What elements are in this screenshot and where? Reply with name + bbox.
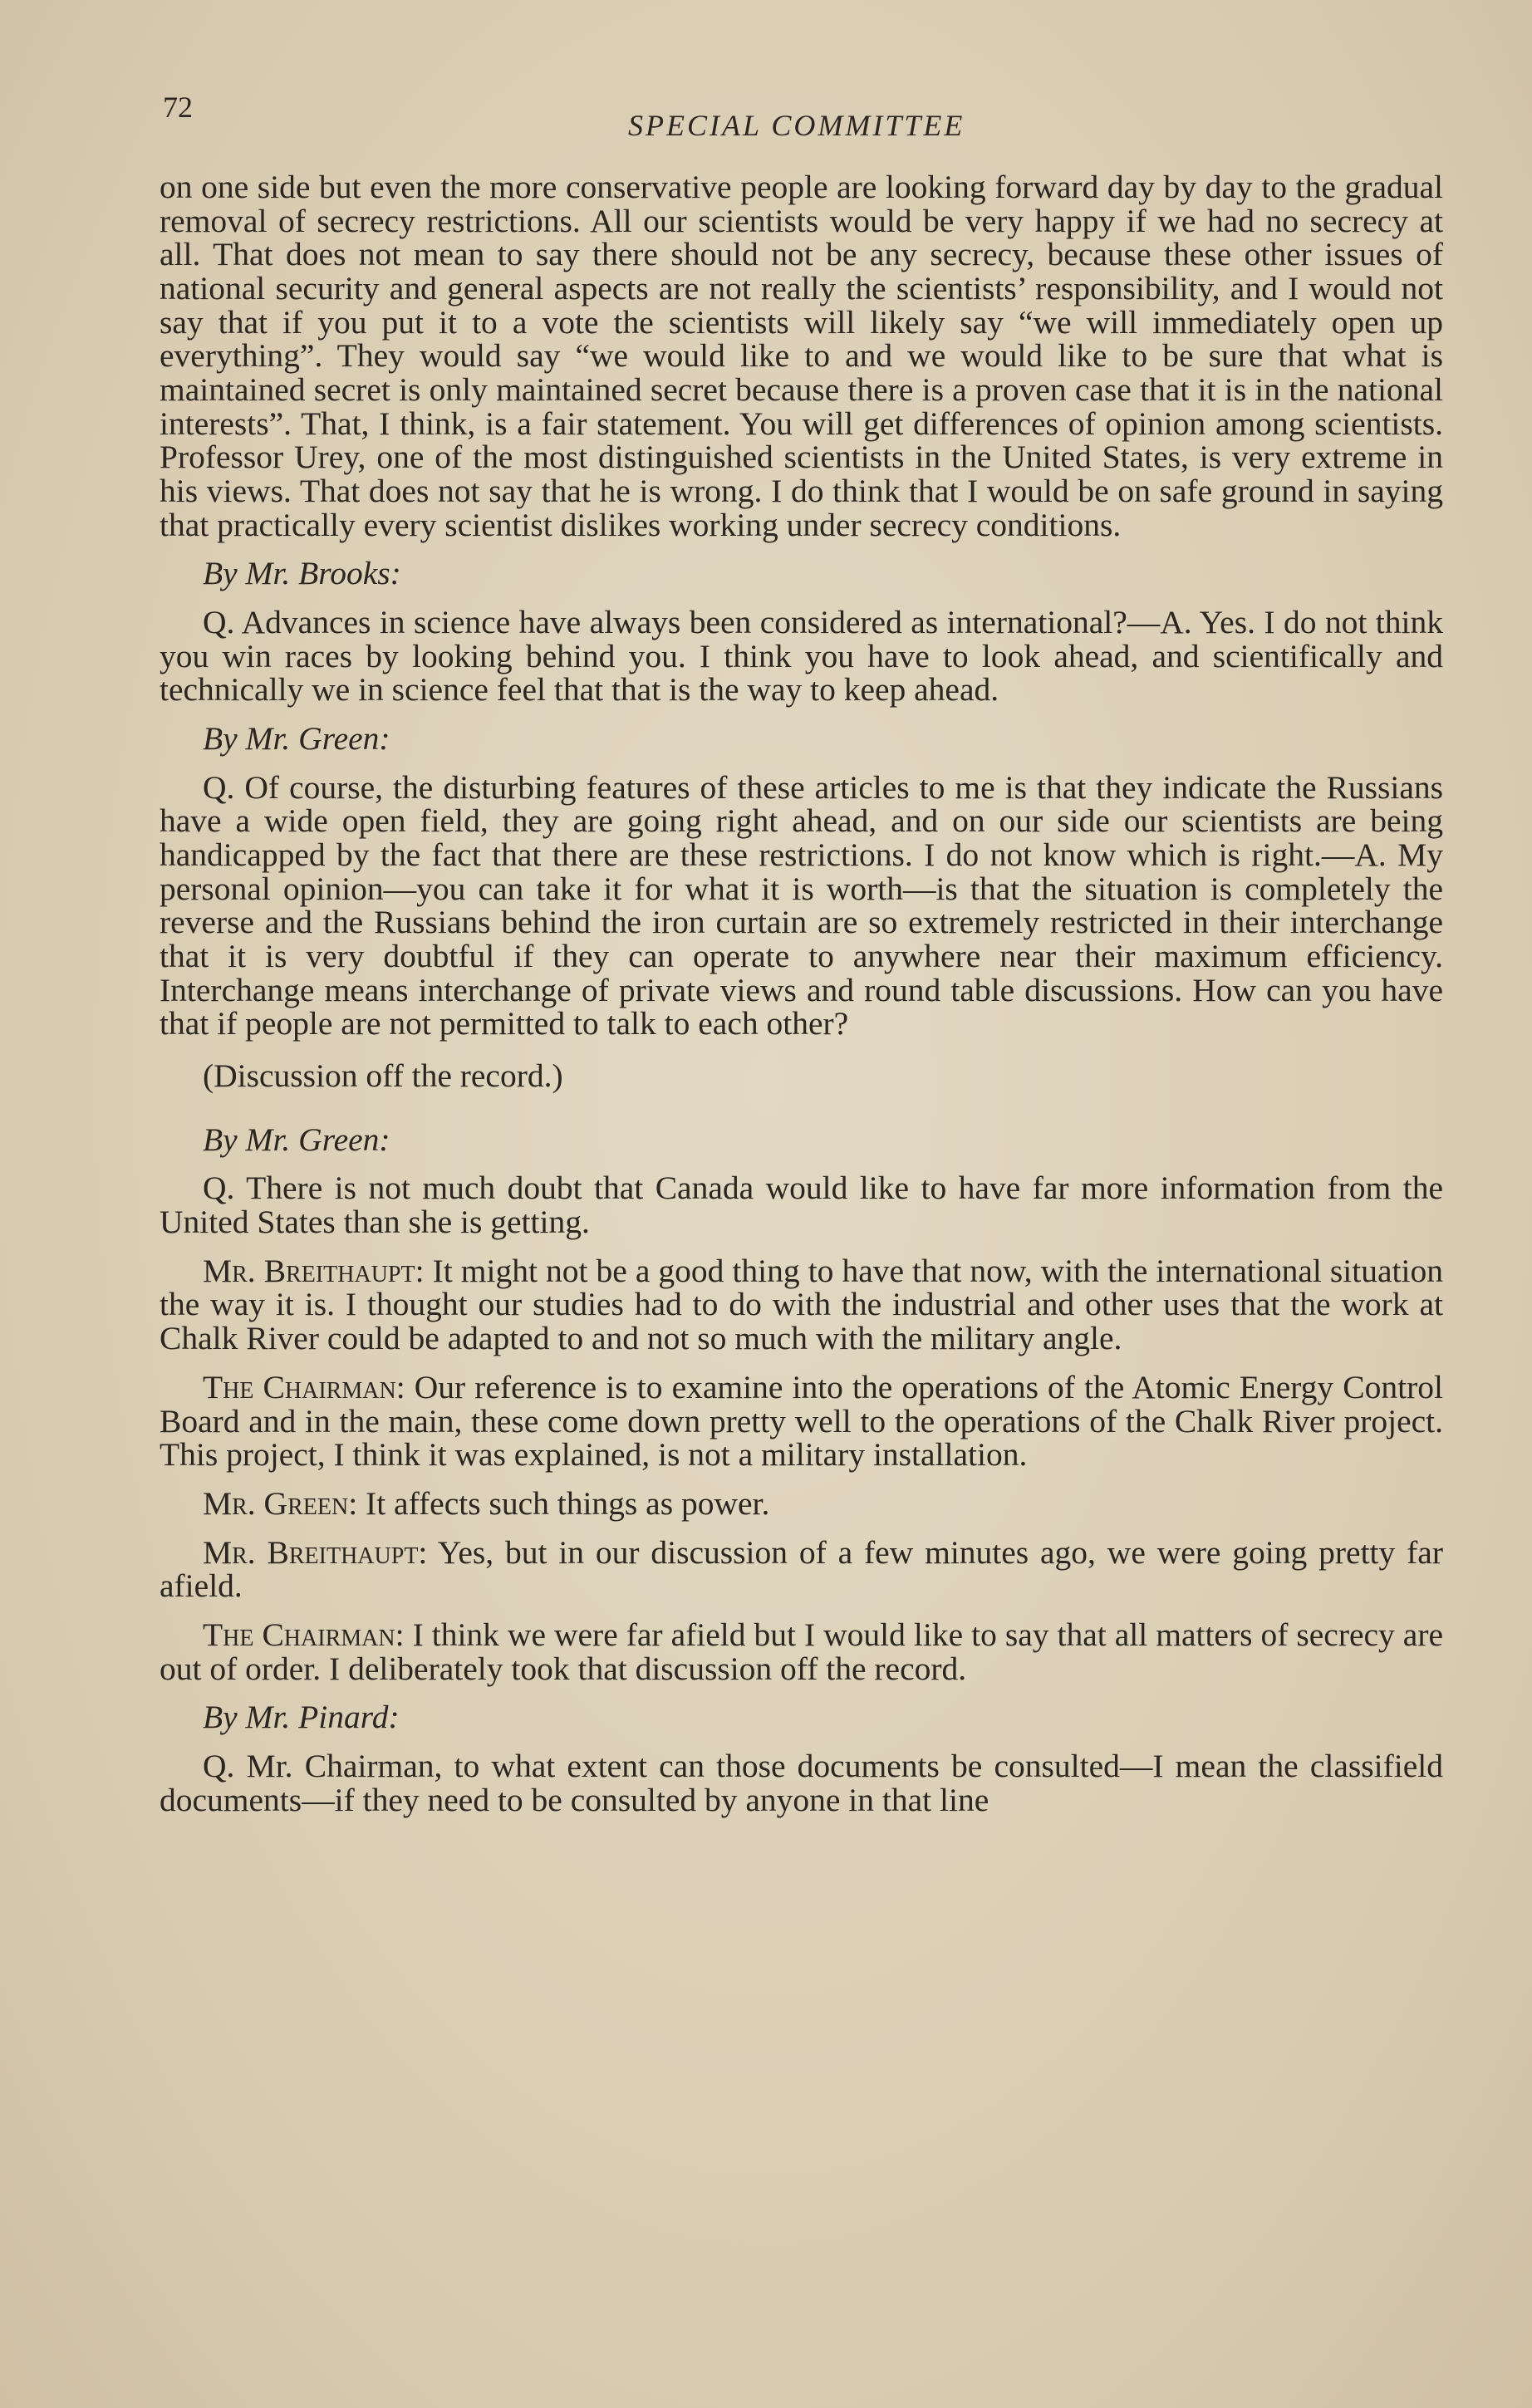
speaker-paragraph <box>160 1484 1443 1522</box>
questioner-heading: By Mr. Green: <box>203 720 390 758</box>
speaker-paragraph <box>160 1368 1443 1474</box>
page-number: 72 <box>163 91 193 124</box>
speaker-text: : Our reference is to examine into the operations of the Atomic Energy Control Board and in the main, these come down pretty well to the operations of the Chalk River project. This project, I think it was explained, is not a military installation. <box>160 1368 1443 1474</box>
speaker-text: : I think we were far afield but I would like to say that all matters of secrecy are out of order. I deliberately took that discussion off the record. <box>160 1616 1444 1687</box>
speaker-paragraph <box>160 1254 1443 1356</box>
speaker-name: Mr. Green <box>203 1484 349 1522</box>
questioner-heading: By Mr. Brooks: <box>203 555 401 592</box>
speaker-text: : Yes, but in our discussion of a few minutes ago, we were going pretty far afield. <box>160 1533 1443 1605</box>
questioner-heading: By Mr. Green: <box>203 1121 390 1158</box>
speaker-name: The Chairman <box>203 1368 396 1405</box>
speaker-text: : It might not be a good thing to have that now, with the international situation the way it is. I thought our studies had to do with the industrial and other uses that the work at Chalk River could be adapted to and not so much with the military angle. <box>160 1252 1443 1357</box>
questioner-heading: By Mr. Pinard: <box>203 1699 400 1736</box>
speaker-name: The Chairman <box>203 1616 395 1653</box>
paragraph: Q. Mr. Chairman, to what extent can those documents be consulted—I mean the classifield documents—if they need to be consulted by anyone in that line <box>160 1747 1443 1818</box>
page-body <box>160 170 1443 1832</box>
paragraph: Q. There is not much doubt that Canada would like to have far more information from the United States than she is getting. <box>160 1170 1443 1241</box>
paragraph: Q. Advances in science have always been considered as international?—A. Yes. I do not think you win races by looking behind you. I think you have to look ahead, and scientifically and technically we in science feel that that is the way to keep ahead. <box>160 604 1443 709</box>
paragraph: Q. Of course, the disturbing features of these articles to me is that they indicate the Russians have a wide open field, they are going right ahead, and on our side our scientists are being handicapped by the fact that there are these restrictions. I do not know which is right.—A. My personal opinion—you can take it for what it is worth—is that the situation is completely the reverse and the Russians behind the iron curtain are so extremely restricted in their interchange that it is very doubtful if they can operate to anywhere near their maximum efficiency. Interchange means interchange of private views and round table discussions. How can you have that if people are not permitted to talk to each other? <box>160 768 1443 1042</box>
speaker-text: : It affects such things as power. <box>348 1484 770 1522</box>
running-title: SPECIAL COMMITTEE <box>628 109 965 142</box>
off-record-note: (Discussion off the record.) <box>203 1057 563 1095</box>
speaker-name: Mr. Breithaupt <box>203 1252 415 1289</box>
speaker-paragraph <box>160 1618 1443 1685</box>
speaker-paragraph <box>160 1533 1443 1605</box>
paragraph: on one side but even the more conservative people are looking forward day by day to the gradual removal of secrecy restrictions. All our scientists would be very happy if we had no secrecy at all. That does not mean to say there should not be any secrecy, because these other issues of national security and general aspects are not really the scientists’ responsibility, and I would not say that if you put it to a vote the scientists will likely say “we will immediately open up everything”. They would say “we would like to and we would like to be sure that what is maintained secret is only maintained secret because there is a proven case that it is in the national interests”. That, I think, is a fair statement. You will get differences of opinion among scientists. Professor Urey, one of the most distinguished scientists in the United States, is very extreme in his views. That does not say that he is wrong. I do think that I would be on safe ground in saying that practically every scientist dislikes working under secrecy conditions. <box>160 169 1443 543</box>
speaker-name: Mr. Breithaupt <box>203 1533 419 1571</box>
page-header <box>163 90 1441 140</box>
